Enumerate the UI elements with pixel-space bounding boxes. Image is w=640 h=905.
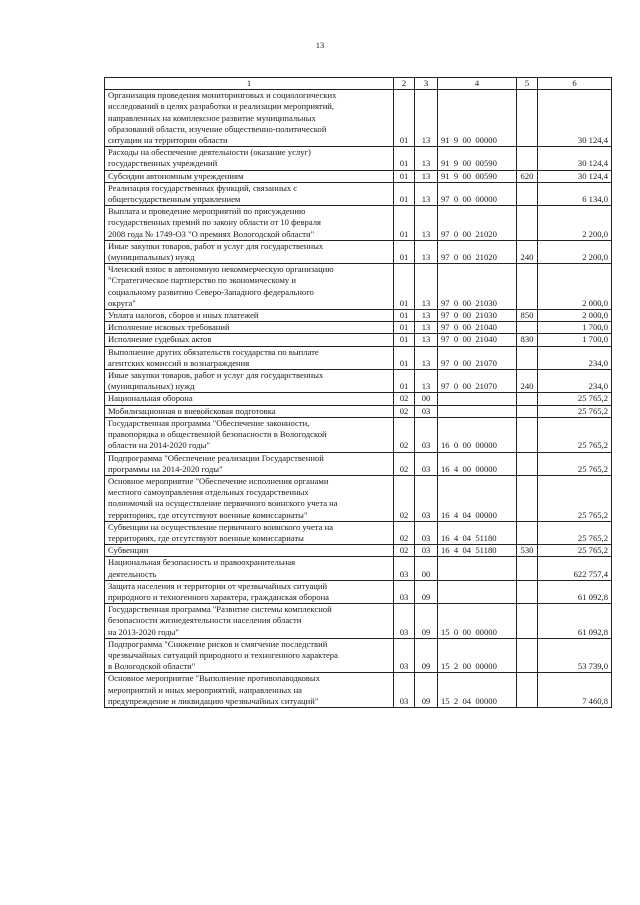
cell-name: Национальная безопасность и правоохранительная деятельность <box>105 557 394 580</box>
table-row <box>105 604 612 639</box>
header-col-expense-type: 5 <box>517 78 538 90</box>
cell-section: 01 <box>394 264 415 310</box>
cell-expense-type <box>517 393 538 405</box>
cell-target-code: 97 0 00 21030 <box>438 310 517 322</box>
table-row <box>105 521 612 544</box>
cell-expense-type <box>517 147 538 170</box>
cell-expense-type <box>517 90 538 147</box>
cell-amount: 30 124,4 <box>538 147 612 170</box>
table-row <box>105 545 612 557</box>
cell-amount: 1 700,0 <box>538 334 612 346</box>
cell-amount: 25 765,2 <box>538 475 612 521</box>
cell-target-code: 16 4 04 00000 <box>438 475 517 521</box>
cell-name: Субсидии автономным учреждениям <box>105 170 394 182</box>
cell-expense-type <box>517 475 538 521</box>
cell-expense-type <box>517 264 538 310</box>
cell-name: Основное мероприятие "Обеспечение исполнения органами местного самоуправления отдельных государственных полномочий на осуществление первичного воинского учета на территориях, где отсутствуют военные комиссариаты" <box>105 475 394 521</box>
cell-expense-type <box>517 417 538 452</box>
cell-subsection: 13 <box>415 206 438 241</box>
cell-amount: 25 765,2 <box>538 521 612 544</box>
cell-section: 02 <box>394 417 415 452</box>
table-row <box>105 310 612 322</box>
cell-expense-type: 850 <box>517 310 538 322</box>
cell-target-code: 97 0 00 21030 <box>438 264 517 310</box>
cell-expense-type <box>517 405 538 417</box>
cell-section: 02 <box>394 452 415 475</box>
cell-section: 01 <box>394 334 415 346</box>
cell-subsection: 13 <box>415 370 438 393</box>
cell-name: Субвенции <box>105 545 394 557</box>
cell-subsection: 03 <box>415 452 438 475</box>
cell-section: 01 <box>394 147 415 170</box>
cell-target-code: 16 4 00 00000 <box>438 452 517 475</box>
cell-subsection: 13 <box>415 147 438 170</box>
cell-amount: 6 134,0 <box>538 182 612 205</box>
cell-amount: 2 200,0 <box>538 206 612 241</box>
cell-amount: 25 765,2 <box>538 405 612 417</box>
budget-table <box>104 77 612 708</box>
cell-target-code: 97 0 00 21020 <box>438 206 517 241</box>
cell-target-code <box>438 393 517 405</box>
cell-expense-type <box>517 557 538 580</box>
cell-subsection: 09 <box>415 673 438 708</box>
cell-subsection: 00 <box>415 393 438 405</box>
cell-target-code: 97 0 00 21040 <box>438 322 517 334</box>
cell-expense-type <box>517 206 538 241</box>
cell-amount: 2 000,0 <box>538 310 612 322</box>
cell-target-code <box>438 405 517 417</box>
cell-name: Основное мероприятие "Выполнение противопаводковых мероприятий и иных мероприятий, направленных на предупреждение и ликвидацию чрезвычайных ситуаций" <box>105 673 394 708</box>
cell-subsection: 13 <box>415 182 438 205</box>
page-number: 13 <box>315 40 325 50</box>
cell-subsection: 09 <box>415 580 438 603</box>
table-row <box>105 673 612 708</box>
table-row <box>105 393 612 405</box>
cell-subsection: 13 <box>415 322 438 334</box>
cell-subsection: 13 <box>415 310 438 322</box>
cell-expense-type <box>517 673 538 708</box>
cell-name: Государственная программа "Обеспечение законности, правопорядка и общественной безопасности в Вологодской области на 2014-2020 годы" <box>105 417 394 452</box>
cell-target-code: 91 9 00 00000 <box>438 90 517 147</box>
cell-name: Субвенции на осуществление первичного воинского учета на территориях, где отсутствуют военные комиссариаты <box>105 521 394 544</box>
cell-section: 03 <box>394 580 415 603</box>
cell-name: Иные закупки товаров, работ и услуг для государственных (муниципальных) нужд <box>105 240 394 263</box>
table-row <box>105 147 612 170</box>
cell-name: Выполнение других обязательств государства по выплате агентских комиссий и вознаграждения <box>105 346 394 369</box>
cell-subsection: 13 <box>415 90 438 147</box>
cell-subsection: 13 <box>415 264 438 310</box>
table-row <box>105 346 612 369</box>
cell-section: 01 <box>394 90 415 147</box>
table-row <box>105 557 612 580</box>
cell-target-code: 97 0 00 21040 <box>438 334 517 346</box>
cell-subsection: 13 <box>415 240 438 263</box>
header-col-section: 2 <box>394 78 415 90</box>
cell-subsection: 03 <box>415 417 438 452</box>
cell-target-code: 16 4 04 51180 <box>438 521 517 544</box>
cell-section: 01 <box>394 182 415 205</box>
table-row <box>105 90 612 147</box>
header-col-target-code: 4 <box>438 78 517 90</box>
cell-amount: 7 460,8 <box>538 673 612 708</box>
cell-amount: 61 092,8 <box>538 604 612 639</box>
cell-name: Мобилизационная и вневойсковая подготовка <box>105 405 394 417</box>
table-row <box>105 240 612 263</box>
cell-section: 01 <box>394 310 415 322</box>
cell-expense-type: 620 <box>517 170 538 182</box>
cell-name: Реализация государственных функций, связанных с общегосударственным управлением <box>105 182 394 205</box>
header-col-amount: 6 <box>538 78 612 90</box>
cell-section: 03 <box>394 673 415 708</box>
cell-name: Исполнение исковых требований <box>105 322 394 334</box>
cell-target-code: 97 0 00 21020 <box>438 240 517 263</box>
cell-name: Иные закупки товаров, работ и услуг для государственных (муниципальных) нужд <box>105 370 394 393</box>
cell-section: 03 <box>394 604 415 639</box>
cell-name: Исполнение судебных актов <box>105 334 394 346</box>
cell-section: 01 <box>394 322 415 334</box>
cell-target-code: 16 0 00 00000 <box>438 417 517 452</box>
cell-amount: 234,0 <box>538 370 612 393</box>
cell-amount: 2 000,0 <box>538 264 612 310</box>
cell-amount: 25 765,2 <box>538 545 612 557</box>
cell-expense-type <box>517 580 538 603</box>
cell-section: 01 <box>394 206 415 241</box>
cell-subsection: 00 <box>415 557 438 580</box>
cell-section: 02 <box>394 521 415 544</box>
cell-expense-type: 240 <box>517 370 538 393</box>
table-row <box>105 264 612 310</box>
cell-expense-type: 530 <box>517 545 538 557</box>
cell-expense-type <box>517 452 538 475</box>
cell-subsection: 13 <box>415 346 438 369</box>
cell-subsection: 03 <box>415 545 438 557</box>
cell-amount: 25 765,2 <box>538 452 612 475</box>
table-row <box>105 452 612 475</box>
cell-section: 03 <box>394 638 415 673</box>
cell-expense-type <box>517 638 538 673</box>
table-row <box>105 475 612 521</box>
table-row <box>105 322 612 334</box>
cell-name: Подпрограмма "Снижение рисков и смягчение последствий чрезвычайных ситуаций природного и техногенного характера в Вологодской области" <box>105 638 394 673</box>
cell-name: Выплата и проведение мероприятий по присуждению государственных премий по закону области от 10 февраля 2008 года № 1749-ОЗ "О премиях Вологодской области" <box>105 206 394 241</box>
cell-amount: 30 124,4 <box>538 170 612 182</box>
cell-section: 01 <box>394 170 415 182</box>
cell-target-code: 91 9 00 00590 <box>438 147 517 170</box>
cell-name: Расходы на обеспечение деятельности (оказание услуг) государственных учреждений <box>105 147 394 170</box>
cell-amount: 25 765,2 <box>538 393 612 405</box>
cell-target-code: 15 2 00 00000 <box>438 638 517 673</box>
cell-expense-type <box>517 604 538 639</box>
cell-amount: 234,0 <box>538 346 612 369</box>
cell-target-code: 15 2 04 00000 <box>438 673 517 708</box>
cell-subsection: 13 <box>415 170 438 182</box>
cell-name: Организация проведения мониторинговых и социологических исследований в целях разработки и реализации мероприятий, направленных на комплексное развитие муниципальных образований области, изучение общественно-политической ситуации на территории области <box>105 90 394 147</box>
table-row <box>105 206 612 241</box>
cell-expense-type: 830 <box>517 334 538 346</box>
table-row <box>105 417 612 452</box>
header-col-name: 1 <box>105 78 394 90</box>
cell-target-code: 97 0 00 21070 <box>438 346 517 369</box>
cell-expense-type <box>517 322 538 334</box>
cell-subsection: 03 <box>415 405 438 417</box>
cell-section: 01 <box>394 370 415 393</box>
cell-amount: 61 092,8 <box>538 580 612 603</box>
cell-subsection: 03 <box>415 521 438 544</box>
table-row <box>105 170 612 182</box>
table-row <box>105 182 612 205</box>
table-header-row <box>105 78 612 90</box>
table-row <box>105 370 612 393</box>
cell-name: Защита населения и территории от чрезвычайных ситуаций природного и техногенного характера, гражданская оборона <box>105 580 394 603</box>
cell-subsection: 13 <box>415 334 438 346</box>
table-row <box>105 405 612 417</box>
cell-expense-type <box>517 346 538 369</box>
cell-target-code: 16 4 04 51180 <box>438 545 517 557</box>
table-row <box>105 638 612 673</box>
cell-amount: 25 765,2 <box>538 417 612 452</box>
cell-amount: 1 700,0 <box>538 322 612 334</box>
cell-target-code: 97 0 00 00000 <box>438 182 517 205</box>
table-row <box>105 334 612 346</box>
cell-amount: 53 739,0 <box>538 638 612 673</box>
cell-target-code <box>438 557 517 580</box>
cell-subsection: 09 <box>415 638 438 673</box>
cell-section: 02 <box>394 405 415 417</box>
cell-target-code: 91 9 00 00590 <box>438 170 517 182</box>
cell-target-code <box>438 580 517 603</box>
cell-section: 02 <box>394 393 415 405</box>
cell-target-code: 97 0 00 21070 <box>438 370 517 393</box>
cell-amount: 30 124,4 <box>538 90 612 147</box>
cell-subsection: 03 <box>415 475 438 521</box>
cell-name: Членский взнос в автономную некоммерческую организацию "Стратегическое партнерство по экономическому и социальному развитию Северо-Западного федерального округа" <box>105 264 394 310</box>
header-col-subsection: 3 <box>415 78 438 90</box>
cell-name: Подпрограмма "Обеспечение реализации Государственной программы на 2014-2020 годы" <box>105 452 394 475</box>
table-row <box>105 580 612 603</box>
cell-name: Национальная оборона <box>105 393 394 405</box>
cell-section: 02 <box>394 545 415 557</box>
cell-section: 02 <box>394 475 415 521</box>
cell-section: 01 <box>394 240 415 263</box>
cell-section: 03 <box>394 557 415 580</box>
cell-section: 01 <box>394 346 415 369</box>
cell-amount: 622 757,4 <box>538 557 612 580</box>
cell-expense-type <box>517 182 538 205</box>
cell-name: Уплата налогов, сборов и иных платежей <box>105 310 394 322</box>
cell-name: Государственная программа "Развитие системы комплексной безопасности жизнедеятельности населения области на 2013-2020 годы" <box>105 604 394 639</box>
cell-amount: 2 200,0 <box>538 240 612 263</box>
cell-expense-type: 240 <box>517 240 538 263</box>
cell-subsection: 09 <box>415 604 438 639</box>
cell-expense-type <box>517 521 538 544</box>
cell-target-code: 15 0 00 00000 <box>438 604 517 639</box>
